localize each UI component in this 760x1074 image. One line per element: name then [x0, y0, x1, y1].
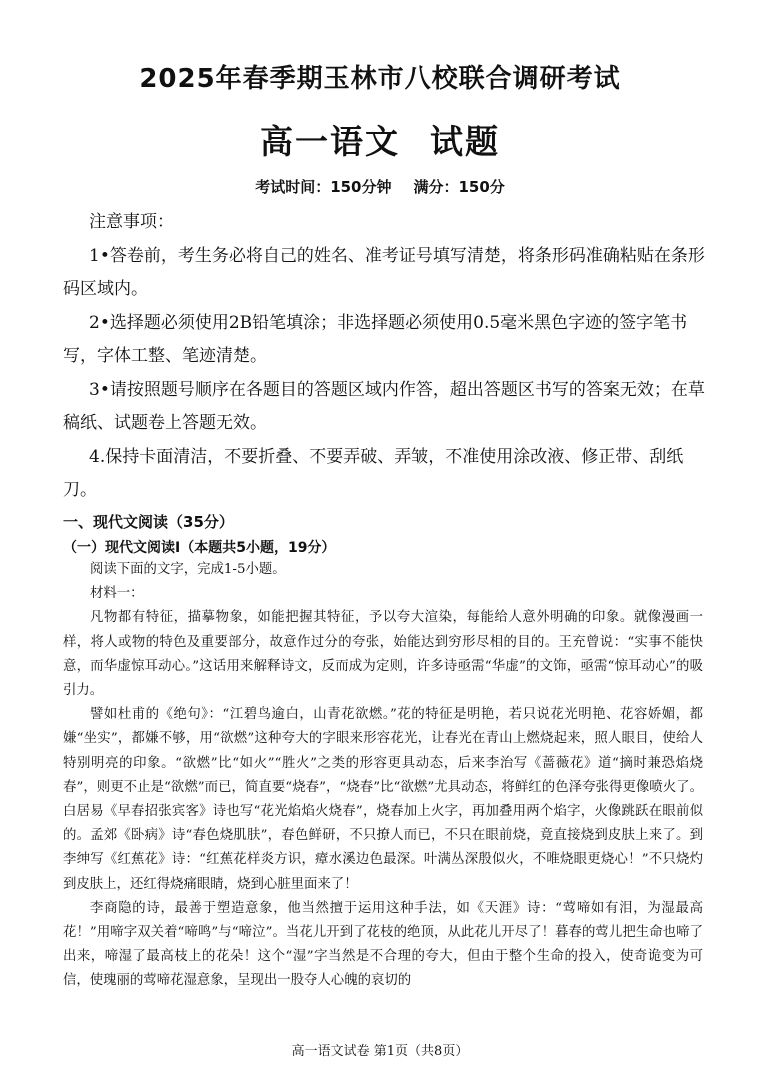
exam-meta	[0, 176, 760, 197]
note-item: 3•请按照题号顺序在各题目的答题区域内作答，超出答题区书写的答案无效；在草稿纸、试题卷上答题无效。	[63, 380, 705, 433]
notes-heading: 注意事项：	[89, 212, 174, 232]
passage-paragraph: 譬如杜甫的《绝句》：“江碧鸟逾白，山青花欲燃。”花的特征是明艳，若只说花光明艳、花容娇媚，都嫌“坐实”，都嫌不够，用“欲燃”这种夸大的字眼来形容花光，让春光在青山上燃烧起来，照人眼目，使给人特别明亮的印象。“欲燃”比“如火”“胜火”之类的形容更具动态，后来李治写《蔷薇花》道“摘时兼恐焰烧春”，则更不止是“欲燃”而已，简直要“烧春”，“烧春”比“欲燃”尤具动态，将鲜红的色泽夸张得更像喷火了。白居易《早春招张宾客》诗也写“花光焰焰火烧春”，烧春加上火字，再加叠用两个焰字，火像跳跃在眼前似的。孟郊《卧病》诗“春色烧肌肤”，春色鲜研，不只撩人而已，不只在眼前烧，竟直接烧到皮肤上来了。到李绅写《红蕉花》诗：“红蕉花样炎方识，瘴水溪边色最深。叶满丛深殷似火，不唯烧眼更烧心！”不只烧灼到皮肤上，还红得烧痛眼睛，烧到心脏里面来了！	[63, 707, 703, 892]
passage-paragraph: 李商隐的诗，最善于塑造意象，他当然擅于运用这种手法，如《天涯》诗：“莺啼如有泪，为湿最高花！”用啼字双关着“啼鸣”与“啼泣”。当花儿开到了花枝的绝顶，从此花儿开尽了！暮春的莺儿把生命也啼了出来，啼湿了最高枝上的花朵！这个“湿”字当然是不合理的夸大，但由于整个生命的投入，使奇诡变为可信，使瑰丽的莺啼花湿意象，呈现出一股夺人心魄的哀切的	[63, 900, 703, 989]
note-item: 1•答卷前，考生务必将自己的姓名、准考证号填写清楚，将条形码准确粘贴在条形码区域内。	[63, 246, 705, 299]
exam-score: 满分：150分	[413, 178, 505, 196]
section-heading: 一、现代文阅读（35分）	[63, 513, 234, 531]
paper-title	[0, 116, 760, 163]
note-item: 4.保持卡面清洁，不要折叠、不要弄破、弄皱，不准使用涂改液、修正带、刮纸刀。	[63, 447, 684, 500]
passage-paragraph: 凡物都有特征，描摹物象，如能把握其特征，予以夸大渲染，每能给人意外明确的印象。就像漫画一样，将人或物的特色及重要部分，故意作过分的夸张，始能达到穷形尽相的目的。王充曾说：“实事不能快意，而华虚惊耳动心。”这话用来解释诗文，反而成为定则，许多诗亟需“华虚”的文饰，亟需“惊耳动心”的吸引力。	[63, 610, 703, 699]
material-label: 材料一：	[90, 586, 144, 602]
exam-time: 考试时间：150分钟	[255, 178, 392, 196]
page-footer: 高一语文试卷 第1页（共8页）	[291, 1044, 469, 1059]
notes-block	[63, 206, 713, 507]
reading-passage	[63, 558, 703, 994]
paper-subject: 高一语文	[260, 122, 400, 161]
instruction-text: 阅读下面的文字，完成1-5小题。	[90, 562, 286, 577]
note-item: 2•选择题必须使用2B铅笔填涂；非选择题必须使用0.5毫米黑色字迹的签字笔书写，字体工整、笔迹清楚。	[63, 313, 688, 366]
paper-type: 试题	[430, 122, 500, 161]
exam-title: 2025年春季期玉林市八校联合调研考试	[139, 64, 621, 94]
subsection-heading: （一）现代文阅读Ⅰ（本题共5小题，19分）	[63, 540, 336, 556]
